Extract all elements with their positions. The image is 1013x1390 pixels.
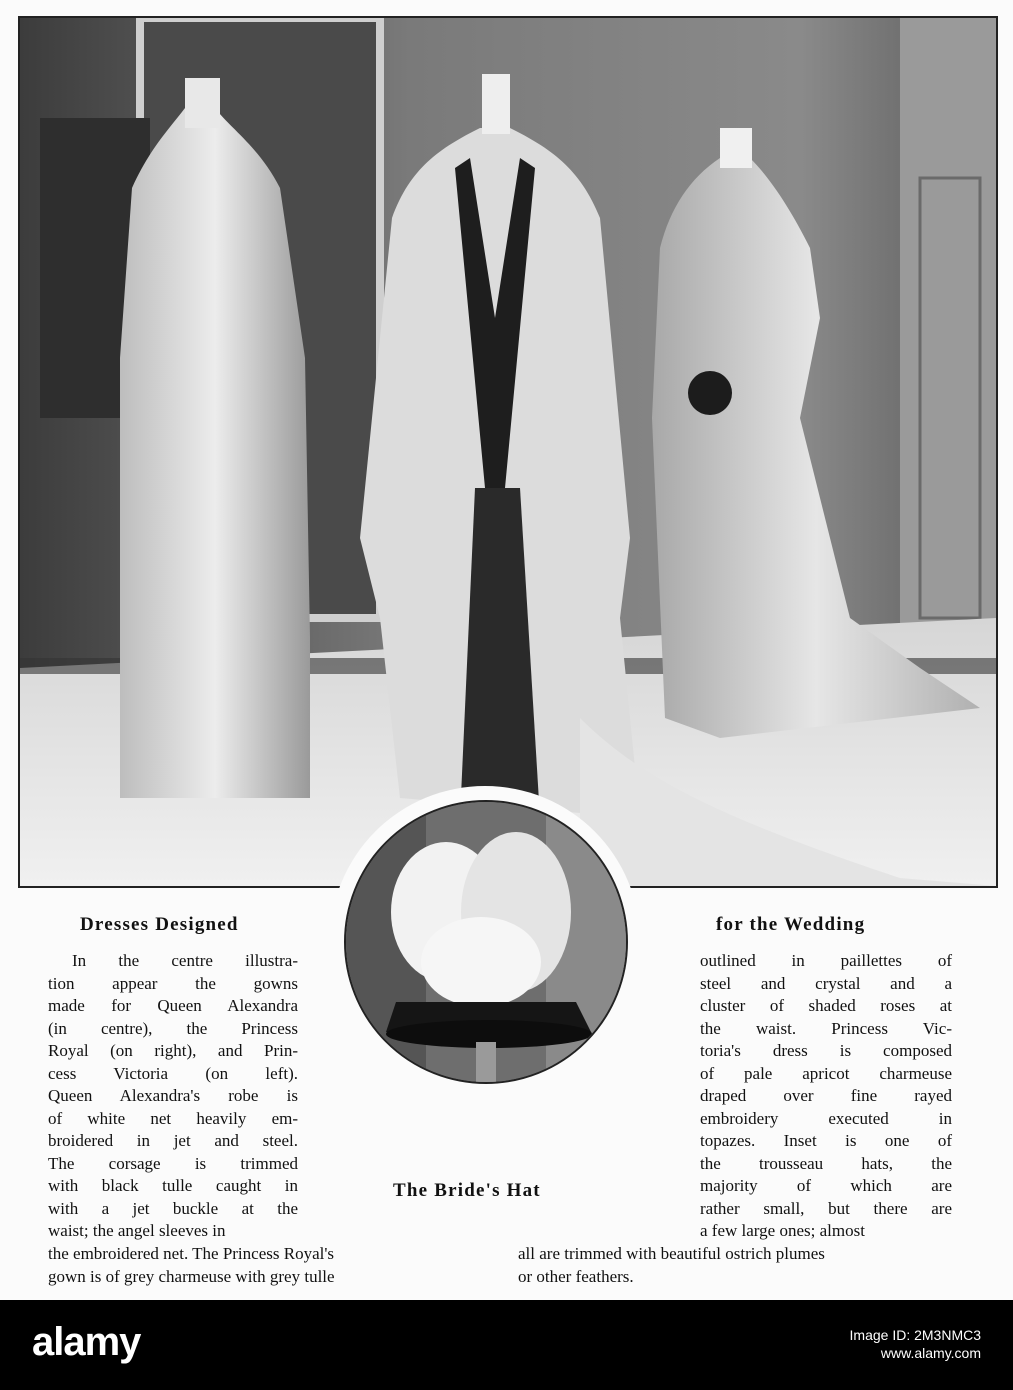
left-text-column [48, 950, 298, 1243]
text-line: The corsage is trimmed [48, 1153, 298, 1173]
text-line: Royal (on right), and Prin- [48, 1041, 298, 1060]
text-line: toria's dress is composed [700, 1041, 952, 1060]
text-line: embroidery executed in [700, 1108, 952, 1128]
text-line: cluster of shaded roses at [700, 996, 952, 1015]
text-line: of pale apricot charmeuse [700, 1063, 952, 1083]
heading-for-the-wedding: for the Wedding [716, 914, 866, 935]
text-line: (in centre), the Princess [48, 1018, 298, 1038]
text-line: cess Victoria (on left). [48, 1063, 298, 1083]
right-text-column [700, 950, 952, 1243]
text-line: made for Queen Alexandra [48, 996, 298, 1015]
text-line: of white net heavily em- [48, 1108, 298, 1128]
text-line: broidered in jet and steel. [48, 1131, 298, 1150]
text-line: topazes. Inset is one of [700, 1131, 952, 1150]
text-line: steel and crystal and a [700, 973, 952, 993]
alamy-logo: alamy [32, 1320, 141, 1364]
text-line: a few large ones; almost [700, 1221, 865, 1240]
gowns-on-mannequins-illustration [20, 18, 996, 886]
gowns-photo [18, 16, 998, 888]
watermark-banner [0, 1300, 1013, 1390]
heading-dresses-designed: Dresses Designed [80, 914, 239, 935]
text-line: Queen Alexandra's robe is [48, 1086, 298, 1105]
text-line: majority of which are [700, 1176, 952, 1195]
inset-frame [330, 786, 640, 1096]
text-line: gown is of grey charmeuse with grey tulle [48, 1267, 335, 1286]
text-line: outlined in paillettes of [700, 951, 952, 970]
text-line: the trousseau hats, the [700, 1153, 952, 1173]
text-line: rather small, but there are [700, 1198, 952, 1218]
text-line: the waist. Princess Vic- [700, 1018, 952, 1038]
text-line: draped over fine rayed [700, 1086, 952, 1105]
watermark-info [850, 1326, 981, 1362]
bride-hat-photo [344, 800, 628, 1084]
text-line: all are trimmed with beautiful ostrich plumes [518, 1244, 825, 1263]
text-line: tion appear the gowns [48, 973, 298, 993]
ostrich-feather-hat-illustration [346, 802, 626, 1082]
site-url-text: www.alamy.com [880, 1345, 981, 1361]
text-line: or other feathers. [518, 1267, 634, 1286]
text-line: with a jet buckle at the [48, 1198, 298, 1218]
text-line: waist; the angel sleeves in [48, 1221, 226, 1240]
text-line: the embroidered net. The Princess Royal's [48, 1244, 335, 1263]
text-line: with black tulle caught in [48, 1176, 298, 1195]
heading-brides-hat: The Bride's Hat [393, 1180, 541, 1201]
image-id-text: Image ID: 2M3NMC3 [849, 1327, 981, 1343]
text-line: In the centre illustra- [72, 951, 298, 970]
